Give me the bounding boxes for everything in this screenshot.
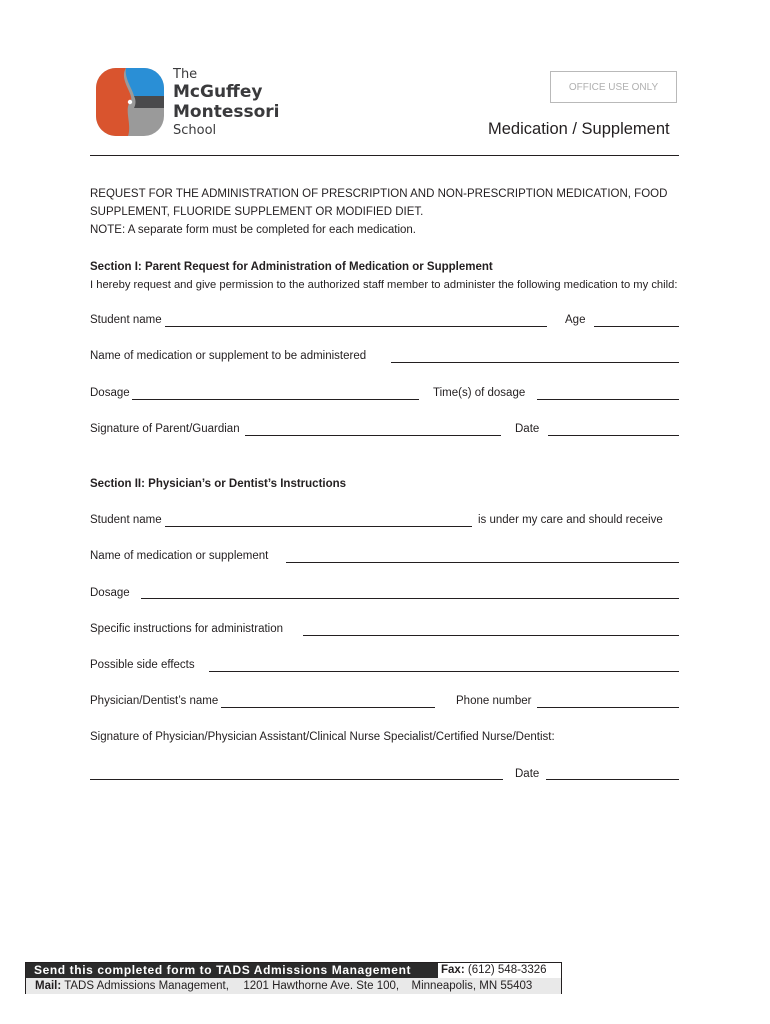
section2-heading: Section II: Physician’s or Dentist’s Instructions (90, 478, 347, 490)
footer-send-banner: Send this completed form to TADS Admissions Management (26, 963, 438, 978)
logo-wordmark-the: The (173, 67, 198, 82)
office-use-only-box: OFFICE USE ONLY (550, 71, 677, 103)
s2-phone-label: Phone number (456, 695, 532, 707)
s1-student-name-label: Student name (90, 314, 162, 326)
header-divider (90, 155, 679, 156)
section1-heading: Section I: Parent Request for Administration of Medication or Supplement (90, 261, 493, 273)
s2-student-name-label: Student name (90, 514, 162, 526)
s1-age-field[interactable] (594, 326, 679, 327)
intro-note: NOTE: A separate form must be completed for each medication. (90, 224, 416, 236)
s2-instructions-label: Specific instructions for administration (90, 623, 284, 635)
s1-age-label: Age (565, 314, 586, 326)
intro-line-2: SUPPLEMENT, FLUORIDE SUPPLEMENT OR MODIFIED DIET. (90, 206, 424, 218)
footer-mail-street: 1201 Hawthorne Ave. Ste 100, (243, 980, 400, 992)
s1-medication-label: Name of medication or supplement to be administered (90, 350, 367, 362)
school-logo (96, 68, 164, 136)
s2-dosage-field[interactable] (141, 598, 679, 599)
footer-mail-city: Minneapolis, MN 55403 (411, 980, 533, 992)
s1-times-label: Time(s) of dosage (433, 387, 526, 399)
footer-mail-label: Mail: (35, 980, 62, 992)
s1-dosage-label: Dosage (90, 387, 130, 399)
section1-statement: I hereby request and give permission to the authorized staff member to administer the following medication to my child: (90, 279, 678, 291)
s1-student-name-field[interactable] (165, 326, 547, 327)
s1-times-field[interactable] (537, 399, 679, 400)
s1-date-field[interactable] (548, 435, 679, 436)
footer-fax-number: (612) 548-3326 (467, 964, 547, 976)
footer-fax-label: Fax: (441, 964, 465, 976)
s2-signature-label: Signature of Physician/Physician Assistant/Clinical Nurse Specialist/Certified Nurse/Dentist: (90, 731, 555, 743)
s2-dosage-label: Dosage (90, 587, 130, 599)
s2-phone-field[interactable] (537, 707, 679, 708)
footer-mail-name: TADS Admissions Management, (64, 980, 229, 992)
s1-signature-label: Signature of Parent/Guardian (90, 423, 240, 435)
s2-date-field[interactable] (546, 779, 679, 780)
s2-under-care-text: is under my care and should receive (478, 514, 663, 526)
s2-side-effects-field[interactable] (209, 671, 679, 672)
logo-mark-icon (96, 68, 164, 136)
s2-student-name-field[interactable] (165, 526, 472, 527)
s2-physician-name-label: Physician/Dentist’s name (90, 695, 219, 707)
s2-signature-field[interactable] (90, 779, 503, 780)
intro-line-1: REQUEST FOR THE ADMINISTRATION OF PRESCRIPTION AND NON-PRESCRIPTION MEDICATION, FOOD (90, 188, 668, 200)
s2-instructions-field[interactable] (303, 635, 679, 636)
s2-date-label: Date (515, 768, 540, 780)
footer-contact-box (25, 962, 562, 994)
s2-side-effects-label: Possible side effects (90, 659, 195, 671)
s1-dosage-field[interactable] (132, 399, 419, 400)
footer-fax (438, 963, 547, 978)
s2-physician-name-field[interactable] (221, 707, 435, 708)
logo-wordmark-montessori: Montessori (173, 102, 280, 122)
s1-signature-field[interactable] (245, 435, 501, 436)
s2-medication-label: Name of medication or supplement (90, 550, 269, 562)
logo-wordmark-school: School (173, 123, 217, 138)
s2-medication-field[interactable] (286, 562, 679, 563)
footer-mail (26, 978, 561, 994)
form-title: Medication / Supplement (488, 120, 670, 138)
logo-wordmark-mcguffey: McGuffey (173, 82, 263, 102)
s1-medication-field[interactable] (391, 362, 679, 363)
s1-date-label: Date (515, 423, 540, 435)
